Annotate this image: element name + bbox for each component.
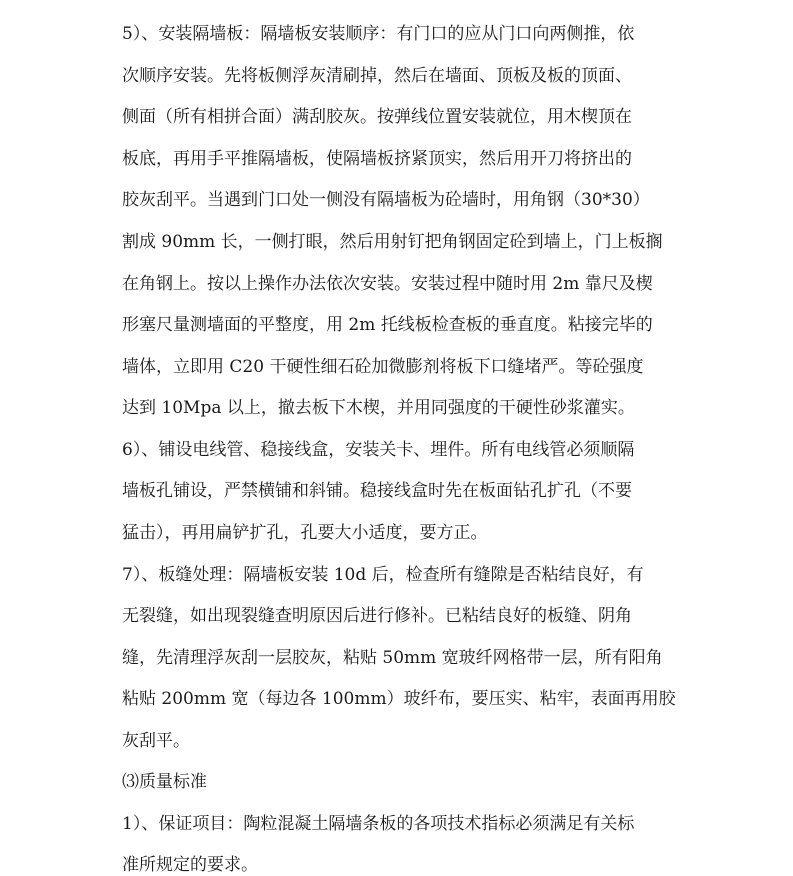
text-line-1: 5）、安装隔墙板：隔墙板安装顺序：有门口的应从门口向两侧推，依 [122, 24, 635, 44]
text-line-5: 胶灰刮平。当遇到门口处一侧没有隔墙板为砼墙时，用角钢（30*30） [122, 190, 650, 210]
text-line-9: 墙体，立即用 C20 干硬性细石砼加微膨剂将板下口缝堵严。等砼强度 [122, 357, 644, 377]
text-line-3: 侧面（所有相拼合面）满刮胶灰。按弹线位置安装就位，用木楔顶在 [122, 107, 632, 127]
text-line-6: 割成 90mm 长，一侧打眼，然后用射钉把角钢固定砼到墙上，门上板搁 [122, 232, 663, 252]
text-line-8: 形塞尺量测墙面的平整度，用 2m 托线板检查板的垂直度。粘接完毕的 [122, 315, 653, 335]
text-line-17: 粘贴 200mm 宽（每边各 100mm）玻纤布，要压实、粘牢，表面再用胶 [122, 689, 676, 709]
text-line-18: 灰刮平。 [122, 731, 190, 751]
text-line-4: 板底，再用手平推隔墙板，使隔墙板挤紧顶实，然后用开刀将挤出的 [122, 149, 632, 169]
text-line-7: 在角钢上。按以上操作办法依次安装。安装过程中随时用 2m 靠尺及楔 [122, 274, 653, 294]
text-line-21: 准所规定的要求。 [122, 855, 258, 875]
text-line-15: 无裂缝，如出现裂缝查明原因后进行修补。已粘结良好的板缝、阴角 [122, 606, 632, 626]
text-line-14: 7）、板缝处理：隔墙板安装 10d 后，检查所有缝隙是否粘结良好，有 [122, 565, 644, 585]
section-heading: ⑶质量标准 [122, 772, 207, 792]
cropped-previous-line [122, 0, 422, 2]
text-line-12: 墙板孔铺设，严禁横铺和斜铺。稳接线盒时先在板面钻孔扩孔（不要 [122, 481, 632, 501]
text-line-10: 达到 10Mpa 以上，撤去板下木楔，并用同强度的干硬性砂浆灌实。 [122, 398, 635, 418]
text-line-11: 6）、铺设电线管、稳接线盒，安装关卡、埋件。所有电线管必须顺隔 [122, 440, 635, 460]
text-line-13: 猛击），再用扁铲扩孔，孔要大小适度，要方正。 [122, 523, 488, 543]
text-line-20: 1）、保证项目：陶粒混凝土隔墙条板的各项技术指标必须满足有关标 [122, 814, 635, 834]
text-line-16: 缝，先清理浮灰刮一层胶灰，粘贴 50mm 宽玻纤网格带一层，所有阳角 [122, 648, 663, 668]
text-line-2: 次顺序安装。先将板侧浮灰清刷掉，然后在墙面、顶板及板的顶面、 [122, 66, 632, 86]
